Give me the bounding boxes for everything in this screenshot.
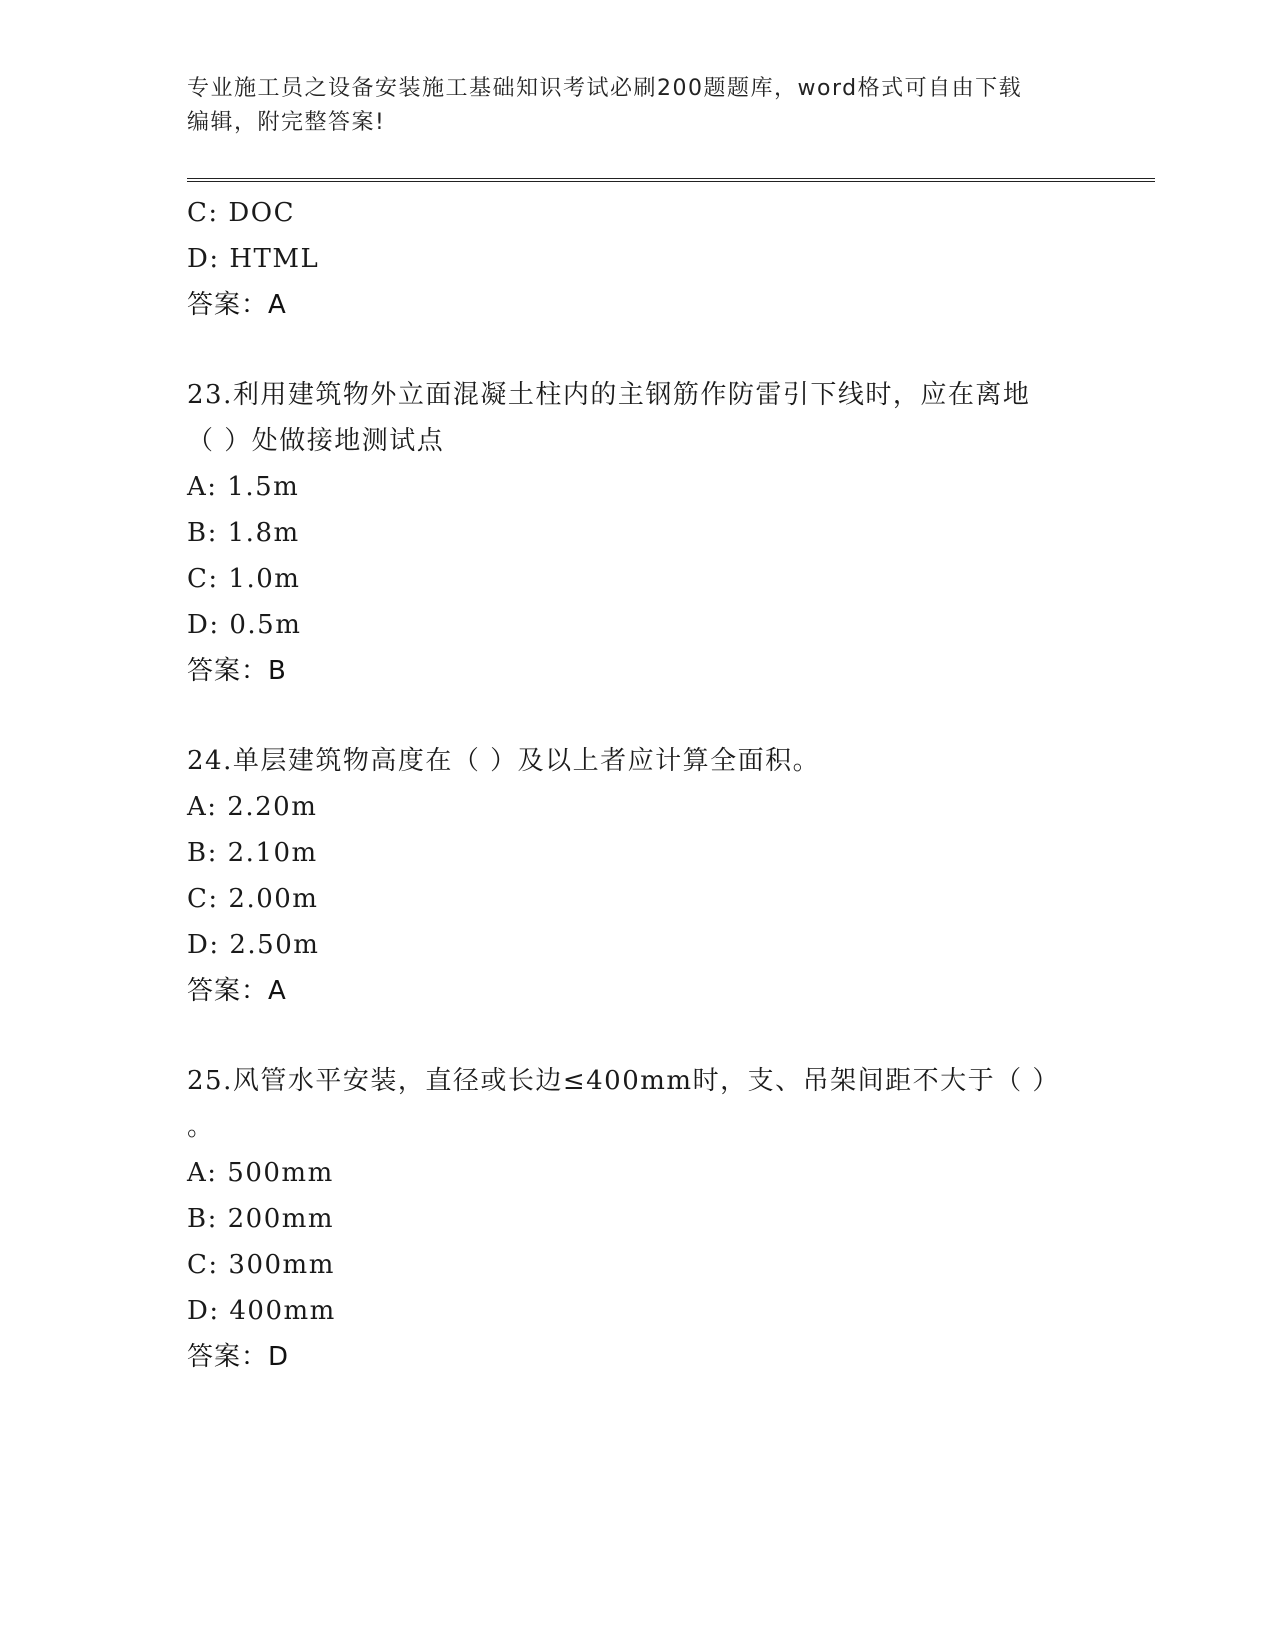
question-stem-continued: 。 (187, 1112, 215, 1142)
header-title-line-1: 专业施工员之设备安装施工基础知识考试必刷200题题库，word格式可自由下载 (187, 76, 1023, 101)
option-d: D: 2.50m (187, 930, 320, 960)
option-d: D: 0.5m (187, 610, 302, 640)
answer-line: 答案：D (187, 1342, 290, 1372)
question-stem: 25.风管水平安装，直径或长边≤400mm时，支、吊架间距不大于（ ） (187, 1066, 1060, 1096)
option-d: D: HTML (187, 244, 320, 274)
page-header (187, 72, 1087, 140)
header-rule (187, 178, 1155, 182)
question-stem: 23.利用建筑物外立面混凝土柱内的主钢筋作防雷引下线时，应在离地 (187, 380, 1031, 410)
question-24 (187, 738, 1087, 1014)
option-c: C: DOC (187, 198, 295, 228)
answer-line: 答案：A (187, 976, 287, 1006)
header-title-line-2: 编辑，附完整答案! (187, 110, 386, 135)
question-stem: 24.单层建筑物高度在（ ）及以上者应计算全面积。 (187, 746, 821, 776)
option-c: C: 300mm (187, 1250, 335, 1280)
document-body (187, 190, 1087, 1380)
option-b: B: 2.10m (187, 838, 318, 868)
question-25 (187, 1058, 1087, 1380)
option-a: A: 2.20m (187, 792, 318, 822)
answer-line: 答案：B (187, 656, 287, 686)
option-b: B: 200mm (187, 1204, 335, 1234)
option-c: C: 2.00m (187, 884, 319, 914)
option-a: A: 1.5m (187, 472, 300, 502)
option-d: D: 400mm (187, 1296, 336, 1326)
question-stem-continued: （ ）处做接地测试点 (187, 426, 445, 456)
option-a: A: 500mm (187, 1158, 334, 1188)
option-b: B: 1.8m (187, 518, 300, 548)
option-c: C: 1.0m (187, 564, 301, 594)
question-23 (187, 372, 1087, 694)
previous-question-tail (187, 190, 1087, 328)
answer-line: 答案：A (187, 290, 287, 320)
